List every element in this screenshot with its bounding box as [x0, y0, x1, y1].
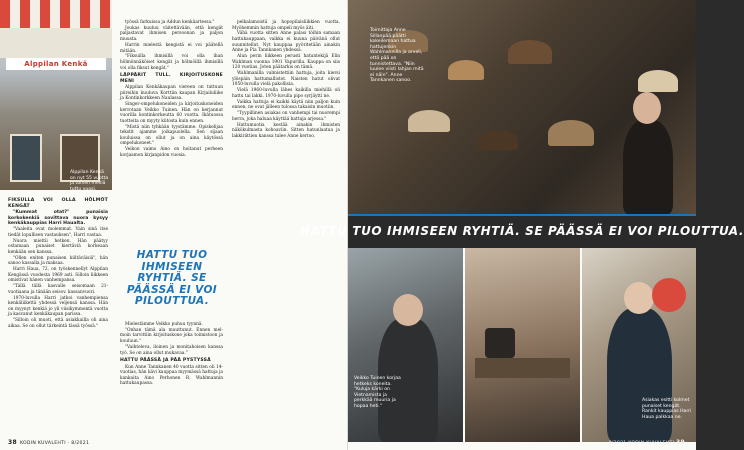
- workbench: [475, 358, 570, 378]
- section-heading-1: FIKSULLA VOI OLLA HÖLMÖT KENGÄT: [8, 198, 108, 209]
- paragraph: "Ollen eniten punaisen kiiltäväisiä", hän sanoo kassalla ja maksaa.: [8, 255, 108, 267]
- paragraph: Alun perin liikkeen perusti hatuntekijä Elin Wahlman vuonna 1901 Vapurilla. Kauppa on siis 120 vuotias. Joten päätarkis on tämä.: [232, 54, 340, 71]
- left-column-1: [8, 196, 108, 431]
- paragraph: Vielä 1960-luvulla lähes kaikilla miehillä oli hattu tai lakki. 1970-luvulla pipo syrjäytti ne.: [232, 88, 340, 99]
- section-heading-3: HATTU PÄÄSSÄ JA PÄÄ PYSTYSSÄ: [120, 358, 211, 364]
- left-column-2b: [120, 322, 223, 432]
- repair-photo: [348, 248, 463, 442]
- banner-quote: [299, 214, 744, 248]
- left-page: [0, 0, 348, 450]
- person-head: [624, 282, 654, 314]
- person-head: [393, 294, 423, 326]
- right-page: [299, 0, 744, 450]
- paragraph: Joukas kuuluu väitettävään, että kengät paljastavat ihmisen persoonan ja paljon muusta.: [120, 25, 223, 43]
- hat-shape: [638, 70, 678, 92]
- hat-shape: [478, 130, 518, 150]
- paragraph: 1970-luvulla Harri jatkoi vanhempiensa kenkäliikettä yhdessä veljensä kanssa. Hän on myynyt kenkiä jo yli viisikymmentä vuotta ja kasvanut kenkäkaupan parissa.: [8, 295, 108, 318]
- paragraph: Singer-ompelukoneiden ja kirjoituskoneiden kerrotaan Veikko Tuinen. Hän on kerjannut vuorilla kontinkorkeutta 60 vuotta. Ikätuossa tuotteita on myyty kiitosta kuin ennen.: [120, 102, 223, 124]
- paragraph: Nuora miettii hetken. Hän päätyy ostamaan punaiset kiertäviä korkeaan kenkään sen kanssa.: [8, 238, 108, 255]
- workshop-photo: [465, 248, 580, 442]
- left-footer-text: KODIN KUVALEHTI · 8/2021: [19, 441, 90, 446]
- hat-shape: [548, 120, 594, 146]
- right-footer-text: 8/2021 KODIN KUVALEHTI: [608, 441, 675, 446]
- shop-sign: Alppilan Kenkä: [6, 58, 106, 70]
- top-photo-caption: Toimittaja Anne Sillanpää päätti kokeilemaan hattua hattujenkin Wahlmannilla ja arveli, että pää on tunnistettava. "Niin luulee viisti lahjan mitä ei näin". Anne Tannkanen sanoo.: [370, 28, 424, 84]
- paragraph: Alppilan Kenkäkaupan viereen on tuttuun piireihin kuuluva Korttiin kaupan Kirjailuliike ja Kontinkorkkeen Naulassa.: [120, 85, 223, 102]
- paragraph: "Fiksuilla ihmisillä voi olla ihan hölmönnäköiset kengät ja hölmöillä ihmisillä voi olla fiksut kengät.": [120, 54, 223, 71]
- paragraph: "Tällä tällä kasvalle seisomaan 21-vuotiaana ja tänään seisov. kassanvuori.: [8, 284, 108, 295]
- paragraph: Hattumuotia kestää ainakin ihmisten näkökulmasta kohoaviin. Sitten hatunlaatua ja lakkirättien kanssa tulee Anne kertoo.: [232, 122, 340, 139]
- person-silhouette: [607, 308, 672, 442]
- repair-photo-caption: Veikko Tuinen korjaa hetkeks koneita. "Kuluja kärki on Vietnamista ja perkkää muuria ja hopaa heti.": [354, 376, 401, 409]
- paragraph: Kun Anne Tannkanen 40 vuotta sitten oli 14-vuotias, hän kävi kauppaa myymässä hattuja ja kankaita Aino Perhonen R. Wahlmannin hattukaupassa.: [120, 364, 223, 387]
- paragraph: Mielestämme Veikko puhuu tyynnä.: [125, 322, 203, 327]
- page-number-right: 39: [676, 439, 685, 446]
- facade: [0, 28, 112, 58]
- left-column-2: [120, 20, 223, 240]
- banner-accent: [348, 214, 696, 216]
- paragraph: "Mistä niin tyhkään tyystämme. Opiskelijaa tekstit ajamme joikapuolella. Sen sijaan kouluissa on ollut ja on aina käytössä ompelukoneet.": [120, 124, 223, 147]
- paragraph: "Onhan tämä ala muuttunut. Ennen mel-moin tarvittiin kirjoituskone joka toimistoon ja kouluun.": [120, 327, 223, 345]
- paragraph: "Vaihteleva, iloinen ja monitahoisen kanssa työ. Se on aina ollut mukavaa.": [120, 344, 223, 356]
- awning-stripes: [0, 0, 112, 28]
- left-footer: [8, 439, 89, 446]
- right-footer: [609, 439, 688, 446]
- banner-quote-text: HATTU TUO IHMISEEN RYHTIÄ. SE PÄÄSSÄ EI VOI PILOUTTUA.: [299, 224, 744, 238]
- paragraph: Veikon vaimo Aino on hoitanut perheen korjaamon kirjanpidon vuosia.: [120, 147, 223, 158]
- paragraph: "Vaaleita ovat molemmat. Vain sinä itse tiedät lopullisen vastauksen", Harri vastaa.: [8, 227, 108, 238]
- paragraph: Vähä vuotta sitten Anne palasi töihin samaan hattukauppaan, vaikka ei kuuna päivänä ollut suunnitellut. Nyt kauppaa pyöritetään ainakin Anne ja Pia Tannkanen yhdessä.: [232, 31, 340, 54]
- paragraph: Harri Haua, 72, on työskennellyt Alppilan Kengässä vuodesta 1969 asti. Silloin liikkeen omistivat hänen vanhempansa.: [8, 267, 108, 284]
- paragraph: Vaikka hattuja ei kaikki käytä niin paljon kuin ennen, ne ovat jälleen tulossa takaisin muotiin.: [232, 99, 340, 111]
- hat-shape: [408, 110, 450, 132]
- shop-photo-caption: Alppilan Kenkä on nyt 55 vuotta ja toinen meillä tuttu vuosi.: [70, 170, 109, 192]
- paragraph: pelkalamoistä ja hopopilaisliikkien vuotta. Myöhemmin hattuja ompeli myös äiti.: [232, 20, 340, 31]
- paragraph: Harrin mielestä kengistä ei voi päätellä mitään.: [120, 42, 223, 54]
- person-head: [633, 92, 661, 124]
- hat-shop-photo: [348, 0, 696, 214]
- shop-front-photo: [0, 0, 112, 190]
- shoe-photo-caption: Asiakas esitti kolmet punaiset kengät. Rankit kauppias Harri Haua palkkaa ne.: [642, 398, 692, 420]
- hat-shape: [508, 40, 552, 64]
- person-silhouette: [623, 120, 673, 214]
- hat-shape: [448, 60, 484, 80]
- paragraph: työssä farkuissa ja Addun kenkäartessa.": [125, 20, 215, 25]
- section-heading-2: LÄPPÄRIT TULL. KIRJOITUSKONE MENI: [120, 73, 223, 84]
- lead-paragraph: "Kummat otat?" punaisia korkokenkiä sovittava nuora kysyy kenkäkauppias Harri Haualta.: [8, 210, 108, 227]
- paragraph: "Silloin oli muoti, että asiakkailla oli aina aikaa. Se on ollut tärkeintä tässä työssä.": [8, 318, 108, 329]
- page-number-left: 38: [8, 439, 17, 446]
- paragraph: Wahlmanilla valmistettiin hattuja, joita kiersi ylöspäin hattumallistot. Naisten hatut olivat 1950-luvulla vielä pakollisia.: [232, 71, 340, 88]
- red-sign: [652, 278, 686, 312]
- paragraph: "Tyypillinen asiakas on vanhempi tai nuorempi herra, joka haluaa käyttää hattuja arjessa.": [232, 111, 340, 122]
- pull-quote: HATTU TUO IHMISEEN RYHTIÄ. SE PÄÄSSÄ EI VOI PILOUTTUA.: [126, 249, 218, 307]
- shoe-seller-photo: [582, 248, 696, 442]
- shop-window-left: [10, 134, 42, 182]
- sewing-machine: [485, 328, 515, 358]
